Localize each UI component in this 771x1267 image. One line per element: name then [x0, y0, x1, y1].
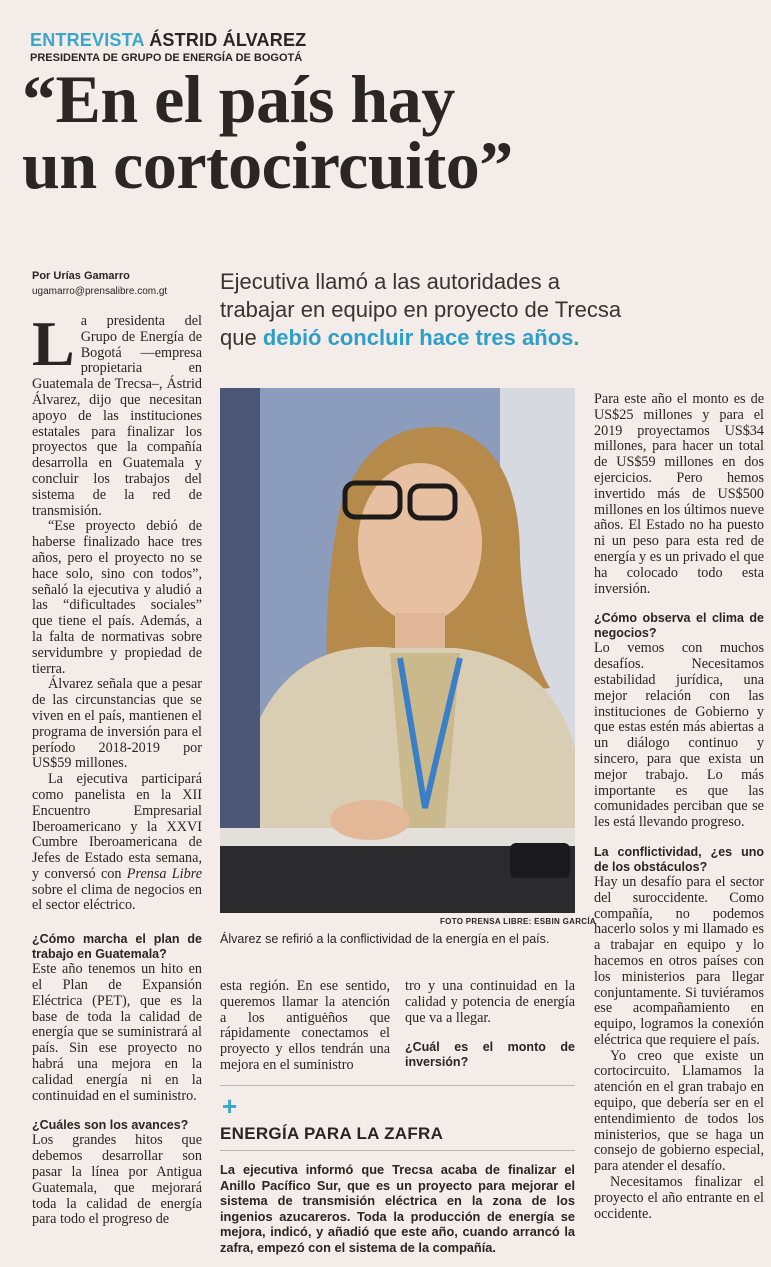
byline: Por Urías Gamarro	[32, 270, 130, 282]
deck-line-3	[220, 324, 760, 352]
photo-credit: FOTO PRENSA LIBRE: ESBIN GARCÍA	[440, 917, 596, 926]
interviewee-role: PRESIDENTA DE GRUPO DE ENERGÍA DE BOGOTÁ	[30, 52, 303, 64]
question: ¿Cómo marcha el plan de trabajo en Guatemala?	[32, 932, 202, 962]
photo-astrid-alvarez	[220, 388, 575, 913]
lead-paragraph	[32, 308, 202, 519]
sidebar-divider	[220, 1085, 575, 1086]
article-kicker	[30, 30, 306, 51]
column-4	[594, 392, 764, 1222]
interviewee-name: ÁSTRID ÁLVAREZ	[149, 30, 307, 50]
paragraph: esta región. En ese sentido, queremos llamar la atención a los antiguėños que rápidamente conectamos el proyecto y ellos tendrán una mejora en el suministro	[220, 978, 390, 1073]
deck-highlight: debió concluir hace tres años.	[262, 325, 580, 350]
answer: Los grandes hitos que debemos desarrollar son pasar la línea por Antigua Guatemala, que mejorará toda la calidad de energía para todo el progreso de	[32, 1132, 202, 1228]
paragraph: Necesitamos finalizar el proyecto el año entrante en el occidente.	[594, 1174, 764, 1222]
question: La conflictividad, ¿es uno de los obstáculos?	[594, 844, 764, 874]
headline	[22, 61, 767, 203]
deck	[220, 268, 760, 352]
portrait-illustration	[220, 388, 575, 913]
sidebar-title-rule	[220, 1150, 575, 1151]
paragraph-text: sobre el clima de negocios en el sector eléctrico.	[32, 881, 202, 914]
answer: Este año tenemos un hito en el Plan de Expansión Eléctrica (PET), que es la base de toda la calidad de energía que se suministrará al país. Sin ese proyecto no habrá una mejora en la calidad energía ni en la continuidad en el suministro.	[32, 961, 202, 1104]
question: ¿Cuál es el monto de inversión?	[405, 1040, 575, 1070]
paragraph: Para este año el monto es de US$25 millones y para el 2019 proyectamos US$34 millones, para hacer un total de US$59 millones en dos ejercicios. Pero hemos invertido más de US$500 millones en los últimos nueve años. El Estado no ha puesto ni un peso para esta red de energía y es un privado el que ha colocado todo esta inversión.	[594, 391, 764, 597]
sidebar-title: ENERGÍA PARA LA ZAFRA	[220, 1124, 444, 1143]
deck-line-1: Ejecutiva llamó a las autoridades a	[220, 269, 560, 294]
publication-name: Prensa Libre	[126, 865, 202, 882]
photo-caption: Álvarez se refirió a la conflictividad de la energía en el país.	[220, 932, 550, 946]
deck-line-3-plain: que	[220, 325, 263, 350]
paragraph: tro y una continuidad en la calidad y potencia de energía que va a llegar.	[405, 978, 575, 1026]
drop-cap: L	[32, 308, 75, 379]
section-label: ENTREVISTA	[30, 30, 145, 50]
answer: Lo vemos con muchos desafíos. Necesitamos estabilidad jurídica, una mejor relación con las instituciones de Gobierno y que estas estén más abiertas a un diálogo continuo y sincero, para que exista un mejor trabajo. Lo más importante es que las comunidades perciban que se les está llevando progreso.	[594, 640, 764, 831]
paragraph	[32, 772, 202, 914]
headline-line-2: un cortocircuito”	[22, 127, 513, 203]
paragraph-text: La ejecutiva participará como panelista en la XII Encuentro Empresarial Iberoamericano y la XXVI Cumbre Iberoamericana de Jefes de Estado esta semana, y conversó con	[32, 771, 202, 882]
paragraph: Álvarez señala que a pesar de las circunstancias que se viven en el país, mantienen el programa de inversión para el período 2018-2019 por US$59 millones.	[32, 676, 202, 772]
column-1	[32, 308, 202, 1228]
answer: Hay un desafío para el sector del suroccidente. Como compañía, no podemos hacerlo solos y mi llamado es a trabajar en equipo y lo hacemos en otros países con los ministerios para llegar conjuntamente. Si tuviéramos ese acompañamiento en equipo, logramos la conexión eléctrica que requiere el país.	[594, 873, 764, 1048]
column-2	[220, 979, 390, 1074]
question: ¿Cuáles son los avances?	[32, 1118, 189, 1133]
plus-icon: +	[222, 1091, 238, 1121]
column-3	[405, 979, 575, 1070]
paragraph: Yo creo que existe un cortocircuito. Llamamos la atención en el gran trabajo en equipo, que debería ser en el entendimiento de todos los ministerios, que se haga un consejo de gobierno especial, para atender el desafío.	[594, 1047, 764, 1175]
paragraph: “Ese proyecto debió de haberse finalizado hace tres años, pero el proyecto no se hace solo, sino con todos”, señaló la ejecutiva y aludió a las “dificultades sociales” que tiene el país. Además, a la falta de normativas sobre servidumbre y propiedad de tierra.	[32, 518, 202, 677]
deck-line-2: trabajar en equipo en proyecto de Trecsa	[220, 297, 622, 322]
question: ¿Cómo observa el clima de negocios?	[594, 611, 764, 641]
sidebar-text: La ejecutiva informó que Trecsa acaba de finalizar el Anillo Pacífico Sur, que es un proyecto para mejorar el sistema de transmisión eléctrica en la zona de los ingenios azucareros. Toda la producción de energía se mejora, indicó, y añadió que este año, cuando arrancó la zafra, empezó con el sistema de la compañía.	[220, 1162, 575, 1255]
author-email: ugamarro@prensalibre.com.gt	[32, 286, 168, 297]
lead-text: a presidenta del Grupo de Energía de Bogotá —empresa propietaria en Guatemala de Trecsa–, Ástrid Álvarez, dijo que necesitan apoyo de las instituciones estatales para finalizar los proyectos que la compañía desarrolla en Guatemala y concluir los trabajos del sistema de la red de transmisión.	[32, 313, 202, 519]
headline-line-1: “En el país hay	[22, 61, 455, 137]
